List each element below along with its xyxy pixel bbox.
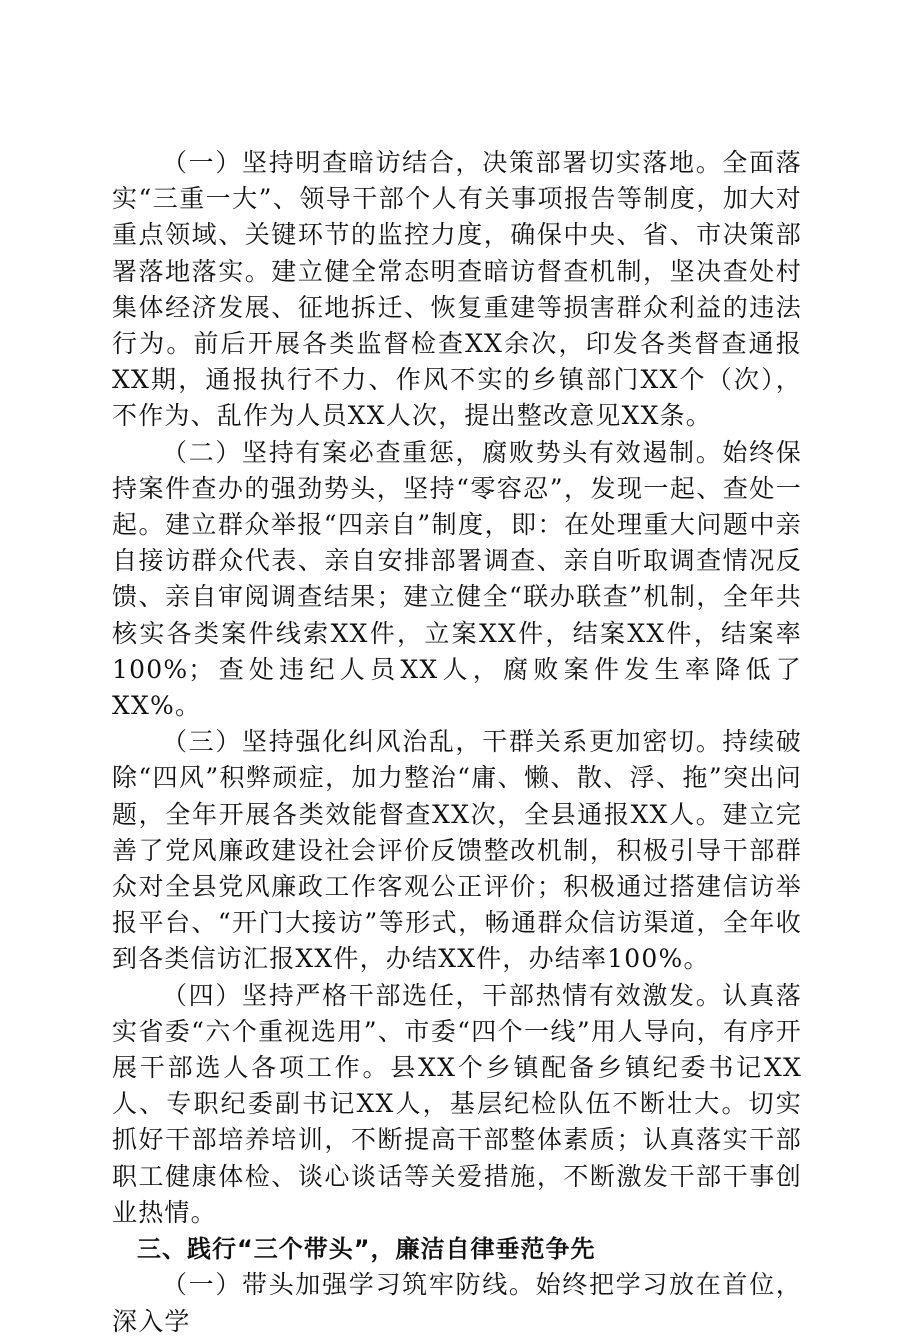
section-heading: 三、践行“三个带头”，廉洁自律垂范争先 — [137, 1235, 596, 1264]
paragraph-2: （二）坚持有案必查重惩，腐败势头有效遏制。始终保持案件查办的强劲势头，坚持“零容忍”，发现一起、查处一起。建立群众举报“四亲自”制度，即：在处理重大问题中亲自接访群众代表、亲自安排部署调查、亲自听取调查情况反馈、亲自审阅调查结果；建立健全“联办联查”机制，全年共核实各类案件线索XX件，立案XX件，结案XX件，结案率100%；查处违纪人员XX人，腐败案件发生率降低了XX%。 — [112, 437, 802, 721]
paragraph-1: （一）坚持明查暗访结合，决策部署切实落地。全面落实“三重一大”、领导干部个人有关事项报告等制度，加大对重点领域、关键环节的监控力度，确保中央、省、市决策部署落地落实。建立健全常态明查暗访督查机制，坚决查处村集体经济发展、征地拆迁、恢复重建等损害群众利益的违法行为。前后开展各类监督检查XX余次，印发各类督查通报XX期，通报执行不力、作风不实的乡镇部门XX个（次），不作为、乱作为人员XX人次，提出整改意见XX条。 — [112, 148, 802, 431]
paragraph-4: （四）坚持严格干部选任，干部热情有效激发。认真落实省委“六个重视选用”、市委“四个一线”用人导向，有序开展干部选人各项工作。县XX个乡镇配备乡镇纪委书记XX人、专职纪委副书记XX人，基层纪检队伍不断壮大。切实抓好干部培养培训，不断提高干部整体素质；认真落实干部职工健康体检、谈心谈话等关爱措施，不断激发干部干事创业热情。 — [112, 980, 802, 1227]
paragraph-3: （三）坚持强化纠风治乱，干群关系更加密切。持续破除“四风”积弊顽症，加力整治“庸、懒、散、浮、拖”突出问题，全年开展各类效能督查XX次，全县通报XX人。建立完善了党风廉政建设社会评价反馈整改机制，积极引导干部群众对全县党风廉政工作客观公正评价；积极通过搭建信访举报平台、“开门大接访”等形式，畅通群众信访渠道，全年收到各类信访汇报XX件，办结XX件，办结率100%。 — [112, 727, 802, 974]
document-body — [112, 145, 802, 1340]
paragraph-5: （一）带头加强学习筑牢防线。始终把学习放在首位，深入学 — [112, 1270, 802, 1336]
